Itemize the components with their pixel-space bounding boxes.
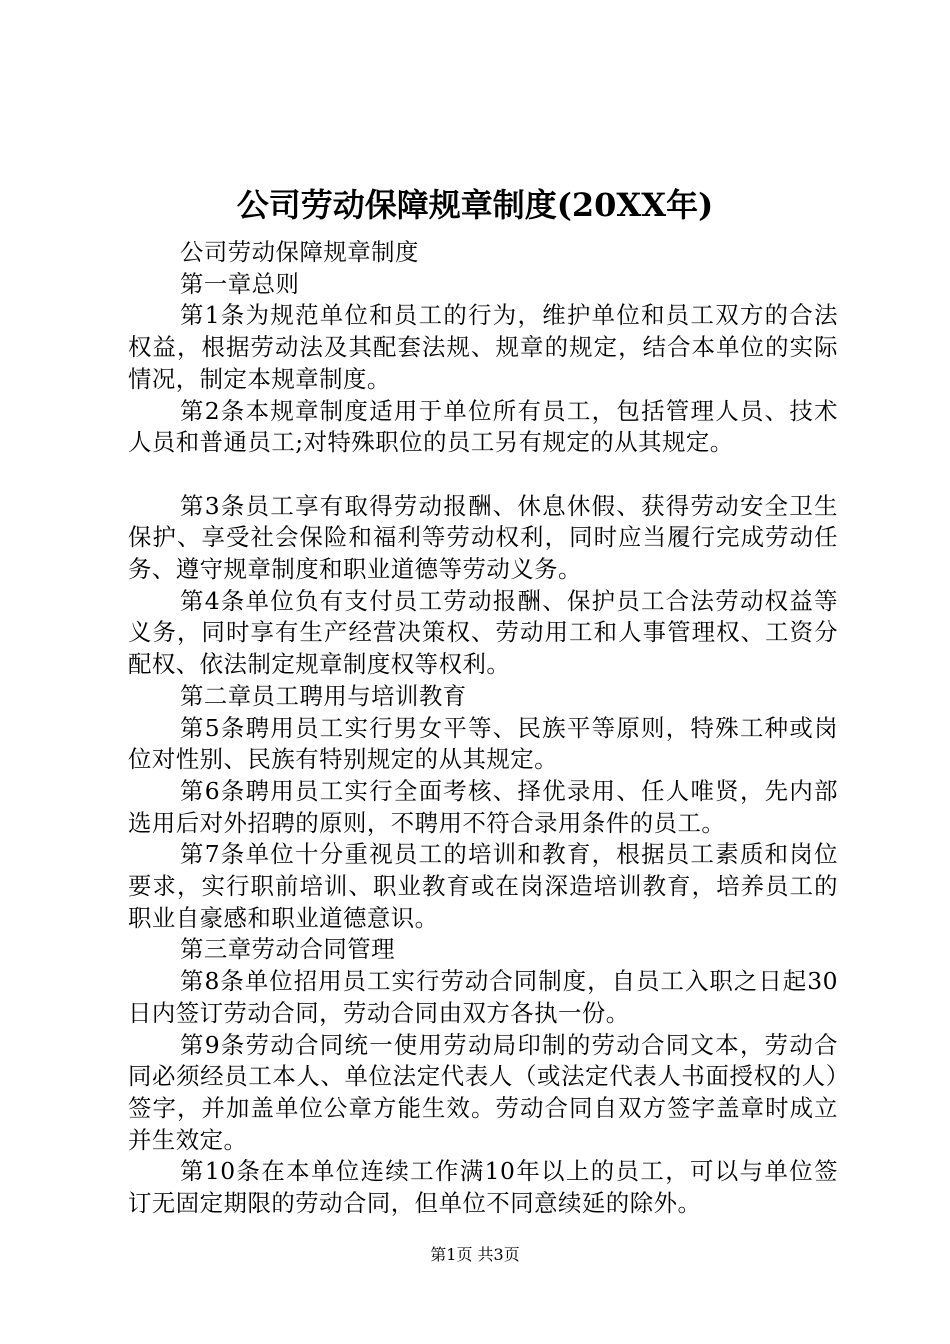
article-2: 第2条本规章制度适用于单位所有员工，包括管理人员、技术人员和普通员工;对特殊职位的员工另有规定的从其规定。	[128, 396, 838, 457]
article-10: 第10条在本单位连续工作满10年以上的员工，可以与单位签订无固定期限的劳动合同，但单位不同意续延的除外。	[128, 1157, 838, 1218]
article-1: 第1条为规范单位和员工的行为，维护单位和员工双方的合法权益，根据劳动法及其配套法规、规章的规定，结合本单位的实际情况，制定本规章制度。	[128, 301, 838, 393]
article-3: 第3条员工享有取得劳动报酬、休息休假、获得劳动安全卫生保护、享受社会保险和福利等劳动权利，同时应当履行完成劳动任务、遵守规章制度和职业道德等劳动义务。	[128, 491, 838, 584]
paragraph-doc-name: 公司劳动保障规章制度	[180, 238, 419, 266]
chapter-2-heading: 第二章员工聘用与培训教育	[180, 681, 467, 710]
document-title: 公司劳动保障规章制度(20XX年)	[236, 186, 714, 224]
chapter-1-heading: 第一章总则	[180, 269, 300, 298]
document-body	[128, 237, 838, 1220]
chapter-3-heading: 第三章劳动合同管理	[180, 935, 396, 964]
article-5: 第5条聘用员工实行男女平等、民族平等原则，特殊工种或岗位对性别、民族有特别规定的从其规定。	[128, 713, 838, 774]
article-9: 第9条劳动合同统一使用劳动局印制的劳动合同文本，劳动合同必须经员工本人、单位法定代表人（或法定代表人书面授权的人）签字，并加盖单位公章方能生效。劳动合同自双方签字盖章时成立并生效定。	[128, 1030, 838, 1154]
article-4: 第4条单位负有支付员工劳动报酬、保护员工合法劳动权益等义务，同时享有生产经营决策权、劳动用工和人事管理权、工资分配权、依法制定规章制度权等权利。	[128, 586, 838, 679]
article-7: 第7条单位十分重视员工的培训和教育，根据员工素质和岗位要求，实行职前培训、职业教育或在岗深造培训教育，培养员工的职业自豪感和职业道德意识。	[128, 840, 838, 932]
page-footer: 第1页 共3页	[430, 1245, 520, 1264]
article-8: 第8条单位招用员工实行劳动合同制度，自员工入职之日起30日内签订劳动合同，劳动合同由双方各执一份。	[128, 967, 838, 1027]
article-6: 第6条聘用员工实行全面考核、择优录用、任人唯贤，先内部选用后对外招聘的原则，不聘用不符合录用条件的员工。	[128, 776, 838, 837]
